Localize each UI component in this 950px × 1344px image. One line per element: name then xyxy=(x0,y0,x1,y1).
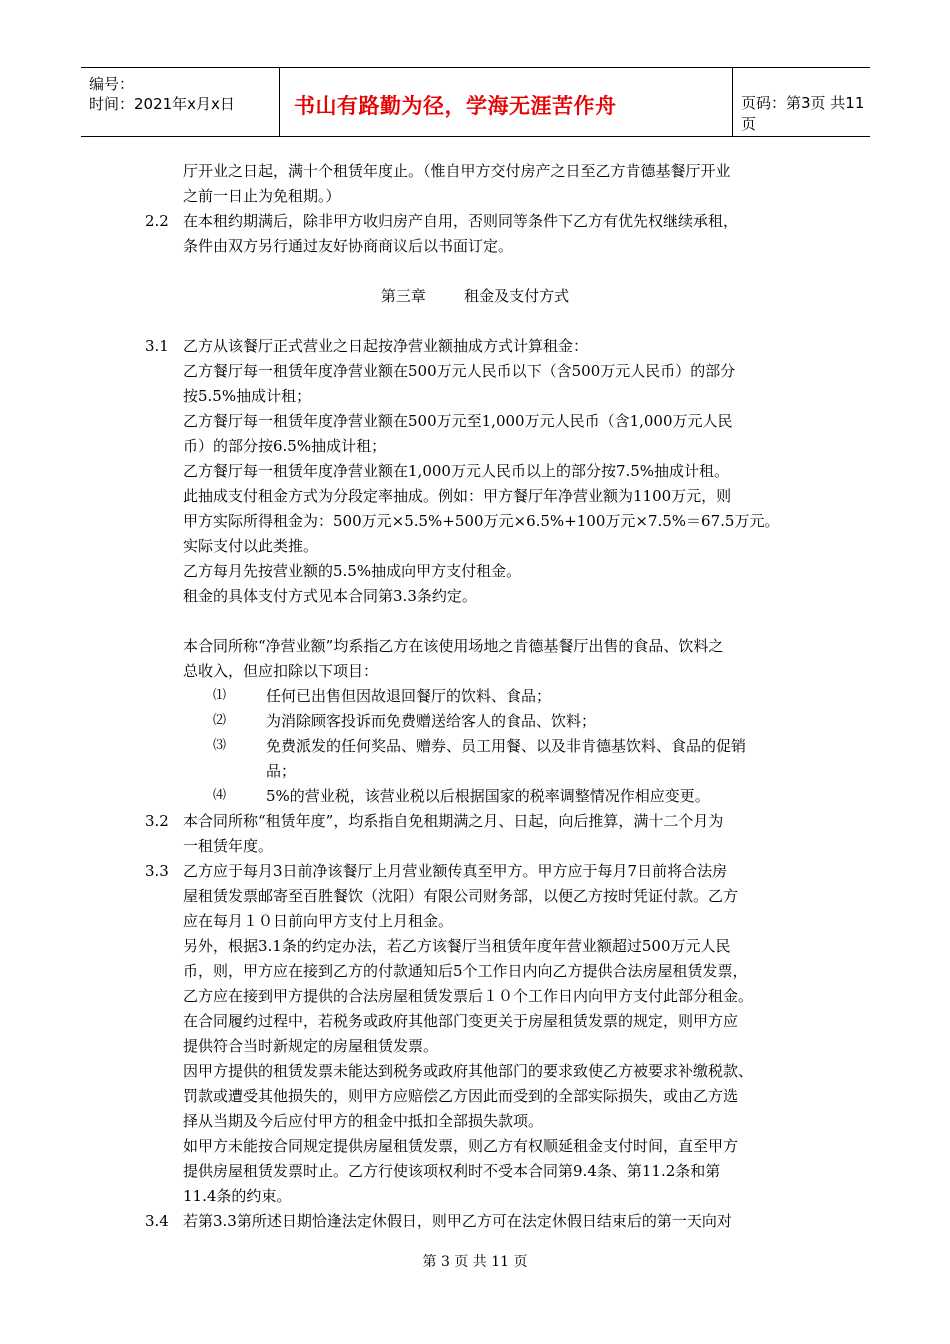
text-line: 乙方从该餐厅正式营业之日起按净营业额抽成方式计算租金： xyxy=(183,337,589,355)
clause-number: 2.2 xyxy=(145,212,169,230)
text-line: 品； xyxy=(266,762,297,780)
text-line: 应在每月１０日前向甲方支付上月租金。 xyxy=(183,912,454,930)
header-meta xyxy=(81,68,280,136)
text-line: 条件由双方另行通过友好协商商议后以书面订定。 xyxy=(183,237,514,255)
time-label: 时间：2021年x月x日 xyxy=(89,95,235,113)
sub-item-marker: ⑷ xyxy=(213,788,227,803)
header-motto-cell xyxy=(280,68,733,136)
page-header xyxy=(81,67,870,137)
text-line: 在本租约期满后，除非甲方收归房产自用，否则同等条件下乙方有优先权继续承租， xyxy=(183,212,739,230)
page-info: 页码：第3页 共11页 xyxy=(741,94,865,133)
sub-item-marker: ⑴ xyxy=(213,688,227,703)
text-line: 此抽成支付租金方式为分段定率抽成。例如：甲方餐厅年净营业额为1100万元，则 xyxy=(183,487,732,505)
motto: 书山有路勤为径，学海无涯苦作舟 xyxy=(294,94,617,118)
text-line: 总收入，但应扣除以下项目： xyxy=(183,662,379,680)
text-line: 乙方每月先按营业额的5.5%抽成向甲方支付租金。 xyxy=(183,562,522,580)
sub-item-marker: ⑶ xyxy=(213,738,227,753)
text-line: 本合同所称“租赁年度”，均系指自免租期满之月、日起，向后推算，满十二个月为 xyxy=(183,812,724,830)
text-line: 租金的具体支付方式见本合同第3.3条约定。 xyxy=(183,587,477,605)
sub-item-marker: ⑵ xyxy=(213,713,227,728)
text-line: 甲方实际所得租金为：500万元×5.5%+500万元×6.5%+100万元×7.5%＝67.5万元。 xyxy=(183,512,780,530)
text-line: 之前一日止为免租期。） xyxy=(183,187,341,205)
text-line: 11.4条的约束。 xyxy=(183,1187,292,1205)
text-line: 另外，根据3.1条的约定办法，若乙方该餐厅当租赁年度年营业额超过500万元人民 xyxy=(183,937,731,955)
text-line: 币，则，甲方应在接到乙方的付款通知后5个工作日内向乙方提供合法房屋租赁发票， xyxy=(183,962,748,980)
text-line: 择从当期及今后应付甲方的租金中抵扣全部损失款项。 xyxy=(183,1112,544,1130)
code-label: 编号： xyxy=(89,75,135,93)
text-line: 5%的营业税，该营业税以后根据国家的税率调整情况作相应变更。 xyxy=(266,787,710,805)
clause-number: 3.4 xyxy=(145,1212,169,1230)
text-line: 免费派发的任何奖品、赠券、员工用餐、以及非肯德基饮料、食品的促销 xyxy=(266,737,747,755)
text-line: 因甲方提供的租赁发票未能达到税务或政府其他部门的要求致使乙方被要求补缴税款、 xyxy=(183,1062,754,1080)
text-line: 若第3.3第所述日期恰逢法定休假日，则甲乙方可在法定休假日结束后的第一天向对 xyxy=(183,1212,732,1230)
text-line: 币）的部分按6.5%抽成计租； xyxy=(183,437,387,455)
clause-number: 3.2 xyxy=(145,812,169,830)
text-line: 实际支付以此类推。 xyxy=(183,537,319,555)
text-line: 如甲方未能按合同规定提供房屋租赁发票，则乙方有权顺延租金支付时间，直至甲方 xyxy=(183,1137,739,1155)
text-line: 任何已出售但因故退回餐厅的饮料、食品； xyxy=(266,687,552,705)
text-line: 乙方餐厅每一租赁年度净营业额在500万元人民币以下（含500万元人民币）的部分 xyxy=(183,362,736,380)
clause-number: 3.3 xyxy=(145,862,169,880)
chapter-heading: 第三章 租金及支付方式 xyxy=(380,287,570,305)
text-line: 一租赁年度。 xyxy=(183,837,274,855)
clause-number: 3.1 xyxy=(145,337,169,355)
text-line: 提供房屋租赁发票时止。乙方行使该项权利时不受本合同第9.4条、第11.2条和第 xyxy=(183,1162,721,1180)
text-line: 在合同履约过程中，若税务或政府其他部门变更关于房屋租赁发票的规定，则甲方应 xyxy=(183,1012,739,1030)
text-line: 按5.5%抽成计租； xyxy=(183,387,312,405)
page-footer: 第 3 页 共 11 页 xyxy=(422,1254,528,1270)
text-line: 乙方餐厅每一租赁年度净营业额在500万元至1,000万元人民币（含1,000万元人民 xyxy=(183,412,733,430)
text-line: 厅开业之日起，满十个租赁年度止。（惟自甲方交付房产之日至乙方肯德基餐厅开业 xyxy=(183,162,731,180)
text-line: 罚款或遭受其他损失的，则甲方应赔偿乙方因此而受到的全部实际损失，或由乙方选 xyxy=(183,1087,739,1105)
text-line: 提供符合当时新规定的房屋租赁发票。 xyxy=(183,1037,439,1055)
text-line: 乙方餐厅每一租赁年度净营业额在1,000万元人民币以上的部分按7.5%抽成计租。 xyxy=(183,462,730,480)
text-line: 乙方应于每月3日前净该餐厅上月营业额传真至甲方。甲方应于每月7日前将合法房 xyxy=(183,862,728,880)
text-line: 为消除顾客投诉而免费赠送给客人的食品、饮料； xyxy=(266,712,597,730)
text-line: 乙方应在接到甲方提供的合法房屋租赁发票后１０个工作日内向甲方支付此部分租金。 xyxy=(183,987,754,1005)
text-line: 本合同所称“净营业额”均系指乙方在该使用场地之肯德基餐厅出售的食品、饮料之 xyxy=(183,637,724,655)
text-line: 屋租赁发票邮寄至百胜餐饮（沈阳）有限公司财务部，以便乙方按时凭证付款。乙方 xyxy=(183,887,739,905)
